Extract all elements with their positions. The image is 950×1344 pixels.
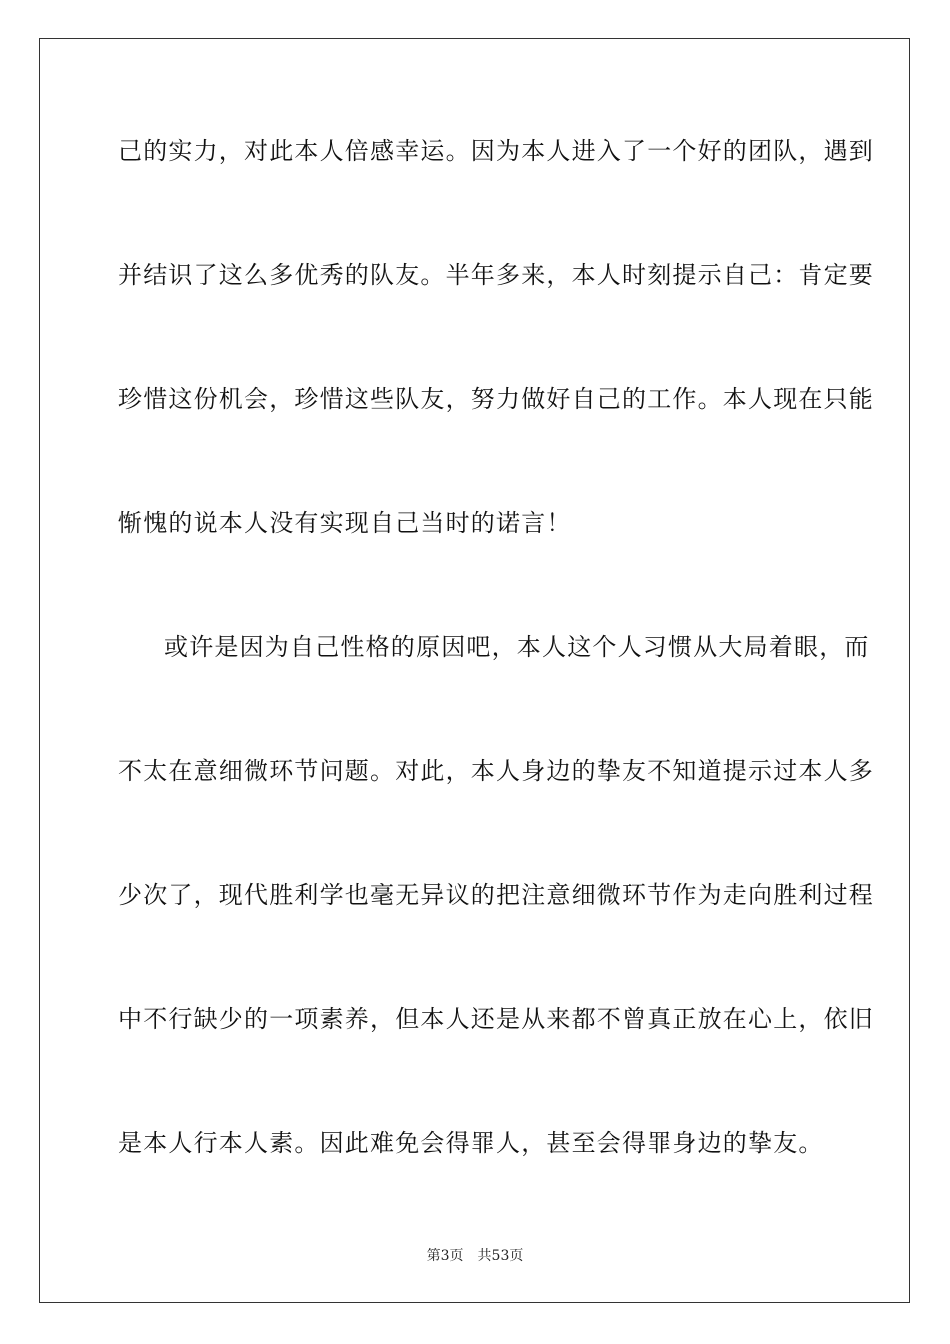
page-number-total: 共53页 bbox=[477, 1248, 524, 1264]
page-border bbox=[39, 38, 910, 1303]
text-line: 惭愧的说本人没有实现自己当时的诺言！ bbox=[118, 509, 572, 537]
text-line: 并结识了这么多优秀的队友。半年多来，本人时刻提示自己：肯定要 bbox=[118, 261, 874, 289]
text-line: 或许是因为自己性格的原因吧，本人这个人习惯从大局着眼，而 bbox=[164, 633, 870, 661]
text-line: 己的实力，对此本人倍感幸运。因为本人进入了一个好的团队，遇到 bbox=[118, 137, 874, 165]
page-footer bbox=[0, 1247, 950, 1265]
text-line: 珍惜这份机会，珍惜这些队友，努力做好自己的工作。本人现在只能 bbox=[118, 385, 874, 413]
text-line: 少次了，现代胜利学也毫无异议的把注意细微环节作为走向胜利过程 bbox=[118, 881, 874, 909]
text-line: 不太在意细微环节问题。对此，本人身边的挚友不知道提示过本人多 bbox=[118, 757, 874, 785]
text-line: 中不行缺少的一项素养，但本人还是从来都不曾真正放在心上，依旧 bbox=[118, 1005, 874, 1033]
text-line: 是本人行本人素。因此难免会得罪人，甚至会得罪身边的挚友。 bbox=[118, 1129, 824, 1157]
page-number-current: 第3页 bbox=[426, 1248, 464, 1264]
